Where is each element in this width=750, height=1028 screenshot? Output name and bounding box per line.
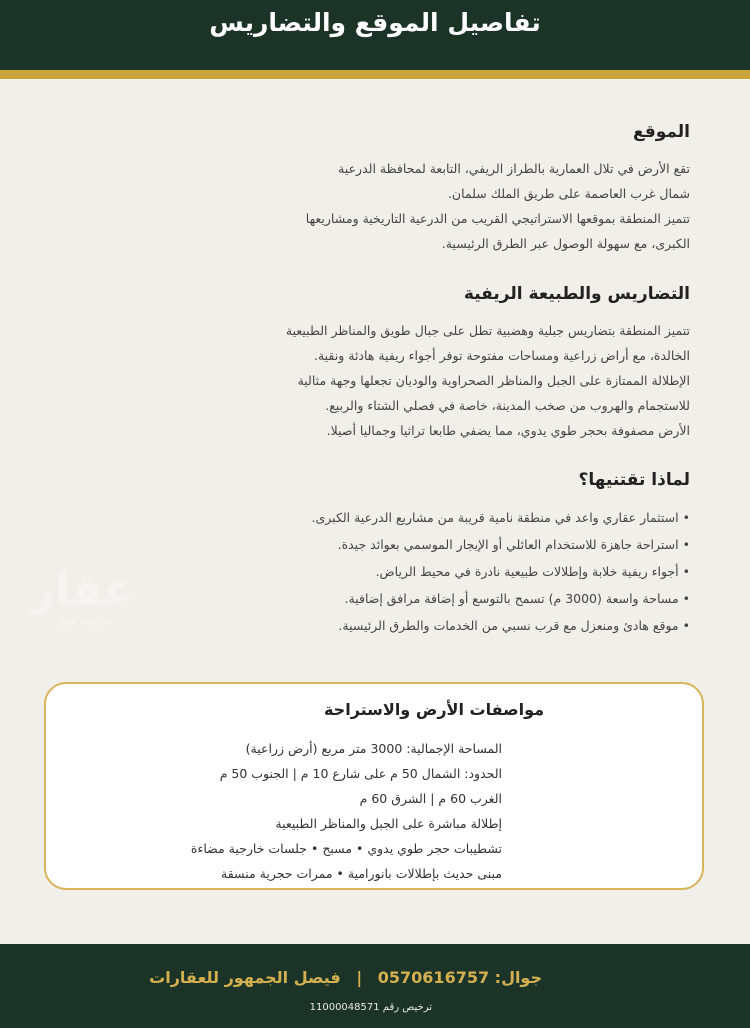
why-list xyxy=(312,504,690,639)
footer-contact xyxy=(149,968,542,987)
text-line: الإطلالة الممتازة على الجبل والمناظر الصحراوية والوديان تجعلها وجهة مثالية xyxy=(297,373,690,388)
aqar-watermark-logo xyxy=(24,565,139,645)
page-header xyxy=(0,0,750,70)
terrain-text xyxy=(286,318,690,443)
specs-list xyxy=(191,736,502,886)
page-footer xyxy=(0,944,750,1028)
terrain-section xyxy=(286,284,690,443)
text-line: للاستجمام والهروب من صخب المدينة، خاصة في فصلي الشتاء والربيع. xyxy=(325,398,690,413)
location-section xyxy=(306,122,690,256)
text-line: تتميز المنطقة بتضاريس جبلية وهضبية تطل على جبال طويق والمناظر الطبيعية xyxy=(285,323,690,338)
text-line: الأرض مصفوفة بحجر طوي يدوي، مما يضفي طابعا تراثيا وجماليا أصيلا. xyxy=(326,423,690,438)
text-line: الكبرى، مع سهولة الوصول عبر الطرق الرئيسية. xyxy=(441,236,690,251)
specs-title: مواصفات الأرض والاستراحة xyxy=(323,700,545,719)
why-title: لماذا تقتنيها؟ xyxy=(578,470,690,490)
gold-divider xyxy=(0,70,750,79)
why-section xyxy=(312,470,690,639)
watermark-sub: منصة عقار xyxy=(54,614,109,628)
spec-line: مبنى حديث بإطلالات بانورامية • ممرات حجرية منسقة xyxy=(221,866,502,881)
location-title: الموقع xyxy=(632,122,690,142)
spec-line: تشطيبات حجر طوي يدوي • مسبح • جلسات خارجية مضاءة xyxy=(190,841,502,856)
specs-card xyxy=(44,682,704,890)
spec-line: الحدود: الشمال 50 م على شارع 10 م | الجنوب 50 م xyxy=(219,766,502,781)
text-line: تتميز المنطقة بموقعها الاستراتيجي القريب من الدرعية التاريخية ومشاريعها xyxy=(305,211,690,226)
list-item: • استراحة جاهزة للاستخدام العائلي أو الإيجار الموسمي بعوائد جيدة. xyxy=(312,531,690,558)
watermark-main: عقار xyxy=(29,565,134,616)
footer-separator: | xyxy=(356,968,363,987)
spec-line: الغرب 60 م | الشرق 60 م xyxy=(359,791,502,806)
list-item: • استثمار عقاري واعد في منطقة نامية قريبة من مشاريع الدرعية الكبرى. xyxy=(312,504,690,531)
text-line: تقع الأرض في تلال العمارية بالطراز الريفي، التابعة لمحافظة الدرعية xyxy=(338,161,690,176)
phone-number[interactable]: جوال: 0570616757 xyxy=(377,968,542,987)
list-item: • موقع هادئ ومنعزل مع قرب نسبي من الخدمات والطرق الرئيسية. xyxy=(312,612,690,639)
list-item: • مساحة واسعة (3000 م) تسمح بالتوسع أو إضافة مرافق إضافية. xyxy=(312,585,690,612)
location-text xyxy=(306,156,690,256)
text-line: شمال غرب العاصمة على طريق الملك سلمان. xyxy=(447,186,690,201)
company-name: فيصل الجمهور للعقارات xyxy=(149,968,341,987)
license-number: ترخيص رقم 11000048571 xyxy=(309,1002,432,1013)
terrain-title: التضاريس والطبيعة الريفية xyxy=(463,284,690,304)
page-title: تفاصيل الموقع والتضاريس xyxy=(209,7,541,37)
text-line: الخالدة، مع أراض زراعية ومساحات مفتوحة توفر أجواء ريفية هادئة ونقية. xyxy=(313,348,690,363)
spec-line: المساحة الإجمالية: 3000 متر مربع (أرض زراعية) xyxy=(245,741,502,756)
spec-line: إطلالة مباشرة على الجبل والمناظر الطبيعية xyxy=(275,816,502,831)
list-item: • أجواء ريفية خلابة وإطلالات طبيعية نادرة في محيط الرياض. xyxy=(312,558,690,585)
